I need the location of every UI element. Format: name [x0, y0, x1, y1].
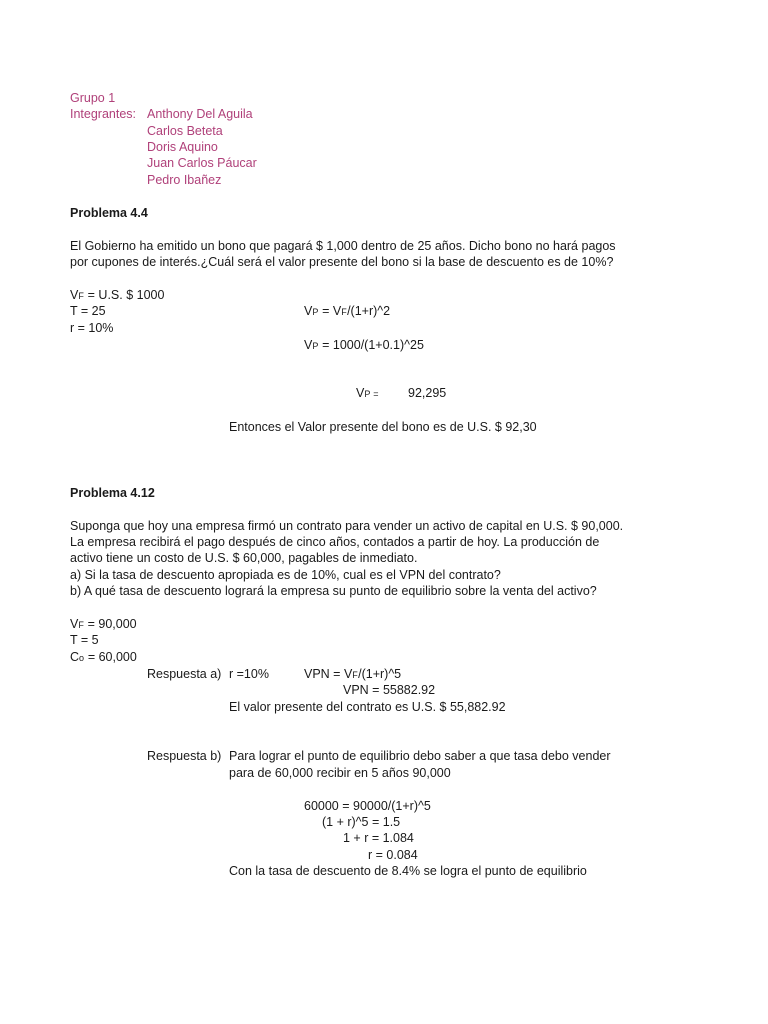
problem-4-4-title: Problema 4.4	[70, 206, 148, 220]
problem-4-12-statement-line: La empresa recibirá el pago después de cinco años, contados a partir de hoy. La producción de	[70, 535, 600, 549]
member-name: Pedro Ibañez	[147, 173, 222, 187]
answer-a-vpn: VPN = 55882.92	[343, 683, 436, 697]
answer-a-label: Respuesta a)	[147, 667, 222, 681]
equation-step: 60000 = 90000/(1+r)^5	[304, 799, 431, 813]
answer-b-label: Respuesta b)	[147, 749, 222, 763]
pv-formula: VP = VF/(1+r)^2	[304, 304, 391, 318]
problem-4-4-conclusion: Entonces el Valor presente del bono es de U.S. $ 92,30	[229, 420, 537, 434]
members-label: Integrantes:	[70, 107, 137, 121]
vf-given: VF = U.S. $ 1000	[70, 288, 165, 302]
answer-b-text: para de 60,000 recibir en 5 años 90,000	[229, 766, 451, 780]
equation-step: r = 0.084	[368, 848, 418, 862]
cost-given: Co = 60,000	[70, 650, 137, 664]
problem-4-12-statement-line: activo tiene un costo de U.S. $ 60,000, pagables de inmediato.	[70, 551, 418, 565]
answer-b-text: Para lograr el punto de equilibrio debo saber a que tasa debo vender	[229, 749, 611, 763]
problem-4-4-statement-line: El Gobierno ha emitido un bono que pagará $ 1,000 dentro de 25 años. Dicho bono no hará pagos	[70, 239, 616, 253]
pv-substitution: VP = 1000/(1+0.1)^25	[304, 338, 424, 352]
t-given: T = 25	[70, 304, 106, 318]
r-given: r = 10%	[70, 321, 114, 335]
problem-4-12-statement-line: a) Si la tasa de descuento apropiada es de 10%, cual es el VPN del contrato?	[70, 568, 501, 582]
answer-a-rate: r =10%	[229, 667, 269, 681]
member-name: Doris Aquino	[147, 140, 218, 154]
problem-4-12-statement-line: b) A qué tasa de descuento logrará la empresa su punto de equilibrio sobre la venta del activo?	[70, 584, 597, 598]
t-given: T = 5	[70, 633, 99, 647]
answer-a-conclusion: El valor presente del contrato es U.S. $ 55,882.92	[229, 700, 506, 714]
member-name: Juan Carlos Páucar	[147, 156, 257, 170]
answer-b-conclusion: Con la tasa de descuento de 8.4% se logra el punto de equilibrio	[229, 864, 587, 878]
group-label: Grupo 1	[70, 91, 116, 105]
problem-4-12-title: Problema 4.12	[70, 486, 155, 500]
member-name: Anthony Del Aguila	[147, 107, 253, 121]
problem-4-4-statement-line: por cupones de interés.¿Cuál será el valor presente del bono si la base de descuento es de 10%?	[70, 255, 614, 269]
pv-result-label: VP =	[356, 386, 379, 400]
problem-4-12-statement-line: Suponga que hoy una empresa firmó un contrato para vender un activo de capital en U.S. $ 90,000.	[70, 519, 624, 533]
equation-step: (1 + r)^5 = 1.5	[322, 815, 401, 829]
vf-given: VF = 90,000	[70, 617, 137, 631]
pv-result-value: 92,295	[408, 386, 447, 400]
equation-step: 1 + r = 1.084	[343, 831, 414, 845]
member-name: Carlos Beteta	[147, 124, 223, 138]
answer-a-formula: VPN = VF/(1+r)^5	[304, 667, 402, 681]
